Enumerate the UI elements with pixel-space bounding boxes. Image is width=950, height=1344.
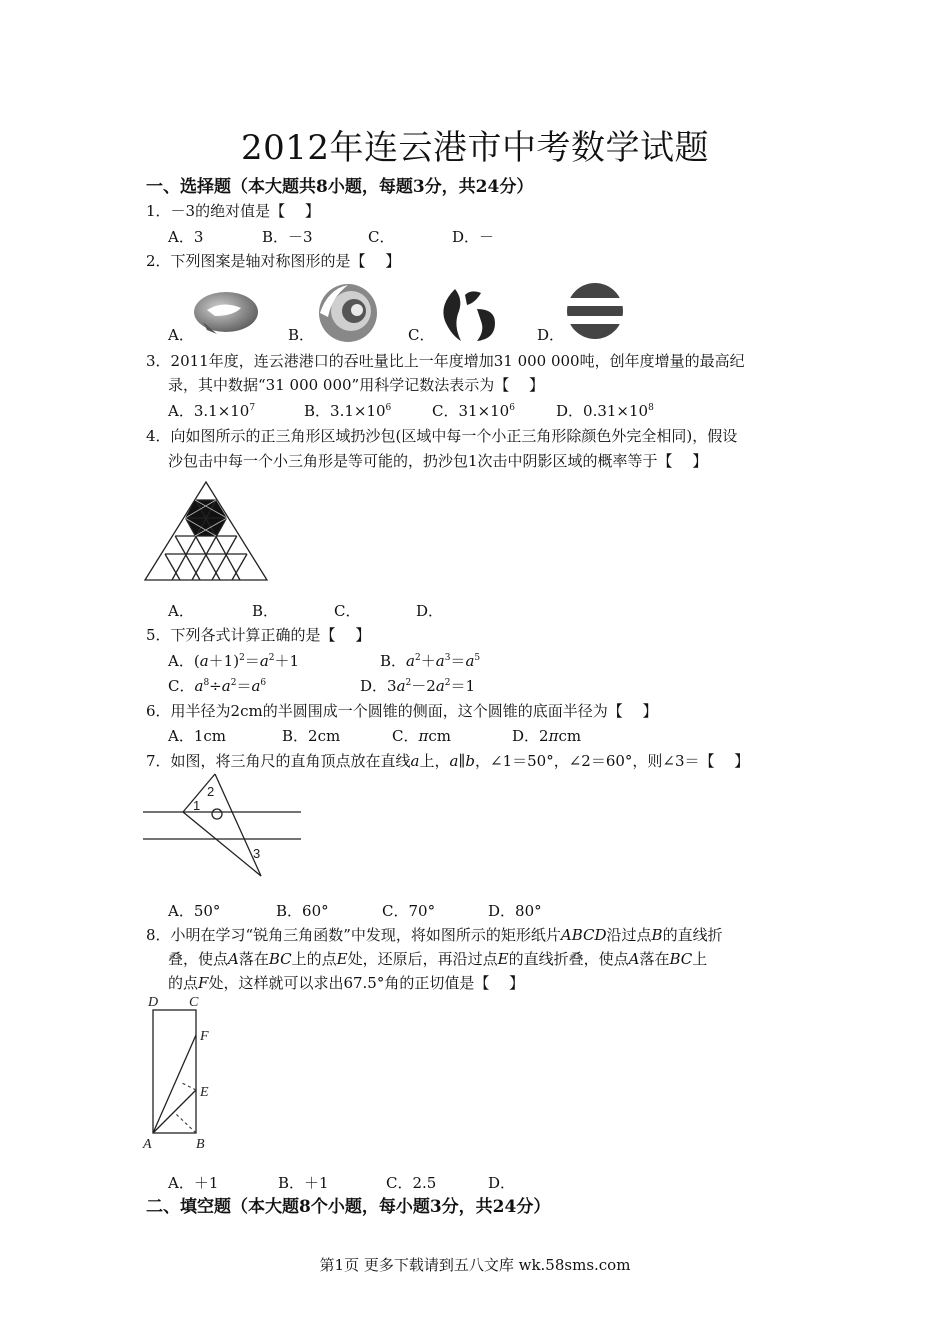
q8-rectangle-fold-figure <box>140 994 220 1154</box>
q4-stem-line1: 4．向如图所示的正三角形区域扔沙包(区域中每一个小正三角形除颜色外完全相同)，假设 <box>146 427 738 445</box>
q4-option-b: B． <box>252 602 279 620</box>
q4-option-c: C． <box>334 602 361 620</box>
q1-option-c: C． <box>368 228 395 246</box>
q7-option-a: A．50° <box>168 902 221 920</box>
q3-option-a: A．$3.1\times 10^7$ <box>168 402 256 420</box>
q3-option-d: D．$0.31\times 10^8$ <box>556 402 654 420</box>
q7-option-b: B．60° <box>276 902 329 920</box>
q6-option-b: B．2cm <box>282 727 341 745</box>
q2-option-b: B． <box>288 326 315 344</box>
q4-triangle-grid-figure <box>143 474 269 582</box>
q2-pattern-b-image <box>318 283 380 343</box>
q1-stem: 1．－3的绝对值是【 】 <box>146 202 320 220</box>
section-1-heading: 一、选择题（本大题共8小题，每题3分，共24分） <box>146 177 534 197</box>
q7-angle-3-label: 3 <box>253 846 261 861</box>
q2-option-d: D． <box>537 326 565 344</box>
q8-option-b: B．＋1 <box>278 1174 329 1192</box>
q2-option-c: C． <box>408 326 435 344</box>
q2-option-a: A． <box>168 326 194 344</box>
q2-pattern-d-image <box>566 282 624 340</box>
q8-point-f-label: F <box>200 1029 209 1044</box>
q1-option-d: D．－ <box>452 228 495 246</box>
q3-option-b: B．$3.1\times 10^6$ <box>304 402 392 420</box>
q5-option-a: A．$(a+1)^2=a^2+1$ <box>168 652 300 670</box>
q3-stem-line1: 3．2011年度，连云港港口的吞吐量比上一年度增加31 000 000吨，创年度增量的最高纪 <box>146 352 745 370</box>
q1-option-a: A．3 <box>168 228 204 246</box>
q5-stem: 5．下列各式计算正确的是【 】 <box>146 626 371 644</box>
q2-pattern-c-image <box>437 287 499 343</box>
q7-parallel-lines-figure <box>143 772 303 880</box>
q2-pattern-a-image <box>193 290 263 338</box>
q6-option-c: C．πcm <box>392 727 451 745</box>
q7-angle-1-label: 1 <box>193 798 201 813</box>
page-title: 2012年连云港市中考数学试题 <box>240 128 710 168</box>
q4-option-a: A． <box>168 602 194 620</box>
q5-option-c: C．$a^8\div a^2=a^6$ <box>168 677 267 695</box>
q7-stem: 7．如图，将三角尺的直角顶点放在直线a上，a∥b，∠1＝50°，∠2＝60°，则∠3＝【 】 <box>146 752 750 770</box>
q5-option-d: D．$3a^2-2a^2=1$ <box>360 677 476 695</box>
q8-stem-line3: 的点F处，这样就可以求出67.5°角的正切值是【 】 <box>168 974 525 992</box>
q8-point-b-label: B <box>196 1137 205 1152</box>
q8-stem-line1: 8．小明在学习“锐角三角函数”中发现，将如图所示的矩形纸片ABCD沿过点B的直线折 <box>146 926 723 944</box>
q8-point-e-label: E <box>200 1085 209 1100</box>
q6-option-d: D．2πcm <box>512 727 582 745</box>
q7-option-d: D．80° <box>488 902 542 920</box>
q5-option-b: B．$a^2+a^3=a^5$ <box>380 652 481 670</box>
q2-stem: 2．下列图案是轴对称图形的是【 】 <box>146 252 401 270</box>
q8-option-a: A．＋1 <box>168 1174 219 1192</box>
q7-option-c: C．70° <box>382 902 436 920</box>
q1-option-b: B．－3 <box>262 228 313 246</box>
page-footer: 第1页 更多下载请到五八文库 wk.58sms.com <box>319 1256 631 1274</box>
q6-stem: 6．用半径为2cm的半圆围成一个圆锥的侧面，这个圆锥的底面半径为【 】 <box>146 702 658 720</box>
section-2-heading: 二、填空题（本大题8个小题，每小题3分，共24分） <box>146 1197 551 1217</box>
q8-point-d-label: D <box>148 995 159 1010</box>
q4-option-d: D． <box>416 602 444 620</box>
q8-point-c-label: C <box>189 995 199 1010</box>
q6-option-a: A．1cm <box>168 727 227 745</box>
q8-stem-line2: 叠，使点A落在BC上的点E处，还原后，再沿过点E的直线折叠，使点A落在BC上 <box>168 950 708 968</box>
q3-stem-line2: 录，其中数据“31 000 000”用科学记数法表示为【 】 <box>168 376 544 394</box>
q8-point-a-label: A <box>143 1137 152 1152</box>
q8-option-d: D． <box>488 1174 516 1192</box>
q7-angle-2-label: 2 <box>207 784 215 799</box>
q8-option-c: C．2.5 <box>386 1174 437 1192</box>
q3-option-c: C．$31\times 10^6$ <box>432 402 515 420</box>
q4-stem-line2: 沙包击中每一个小三角形是等可能的，扔沙包1次击中阴影区域的概率等于【 】 <box>168 452 708 470</box>
